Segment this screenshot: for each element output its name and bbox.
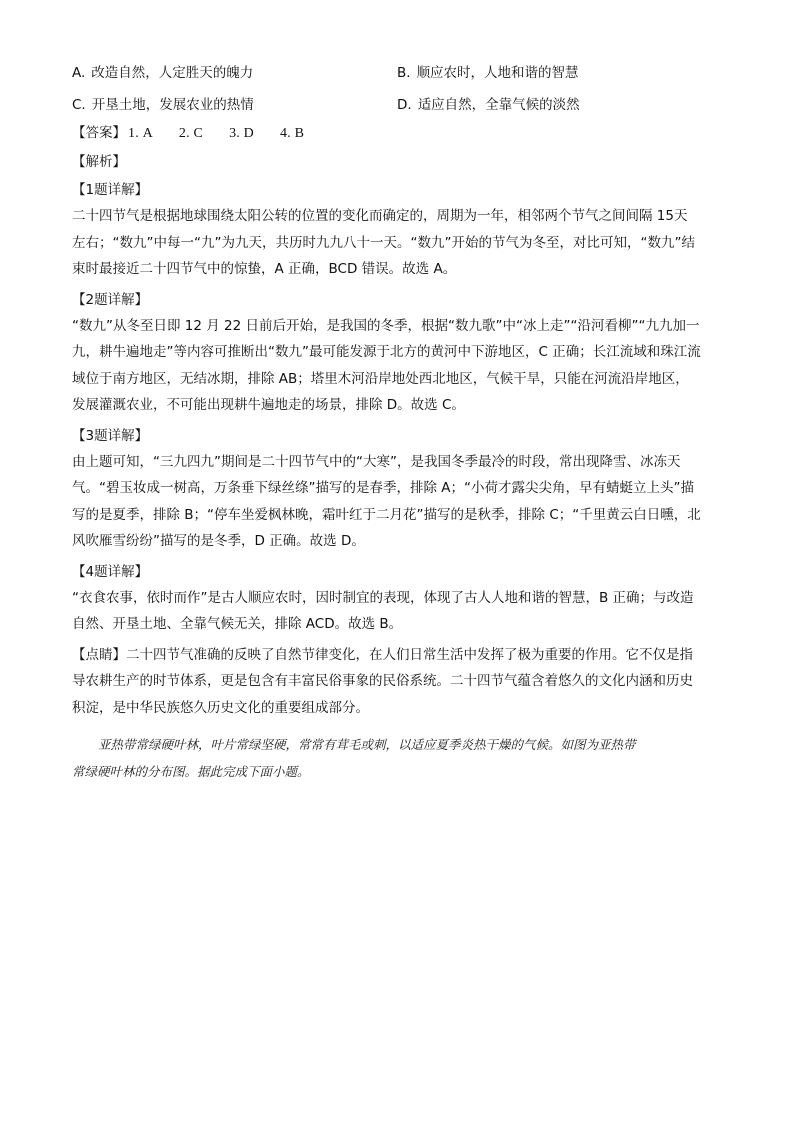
option-text: 顺应农时，人地和谐的智慧 xyxy=(416,65,579,81)
text-line: 导农耕生产的时节体系，更是包含有丰富民俗事象的民俗系统。二十四节气蕴含着悠久的文化内涵和历史 xyxy=(72,673,693,689)
text-line: 写的是夏季，排除 B；“停车坐爱枫林晚，霜叶红于二月花”描写的是秋季，排除 C；“千里黄云白日曛，北 xyxy=(72,506,701,523)
answer-item: 1. A xyxy=(128,126,153,141)
text-line: 积淀，是中华民族悠久历史文化的重要组成部分。 xyxy=(72,699,369,716)
text-line: “数九”从冬至日即 12 月 22 日前后开始，是我国的冬季，根据“数九歌”中“冰上走”“沿河看柳”“九九加一 xyxy=(72,317,700,334)
text-line: 自然、开垦土地、全靠气候无关，排除 ACD。故选 B。 xyxy=(72,616,403,632)
text-line: 左右；“数九”中每一“九”为九天，共历时九九八十一天。“数九”开始的节气为冬至，对比可知，“数九”结 xyxy=(72,234,695,251)
option-c xyxy=(72,94,397,116)
option-text: 开垦土地，发展农业的热情 xyxy=(91,97,254,113)
next-question-intro xyxy=(72,731,722,785)
answer-item: 2. C xyxy=(178,126,204,141)
text-line: “衣食农事，依时而作”是古人顺应农时，因时制宜的表现，体现了古人人地和谐的智慧，B 正确；与改造 xyxy=(72,589,694,606)
option-d xyxy=(397,94,722,116)
option-letter: D. xyxy=(397,97,412,113)
text-line: 域位于南方地区，无结冰期，排除 AB；塔里木河沿岸地处西北地区，气候干旱，只能在河流沿岸地区， xyxy=(72,370,689,387)
text-line: 二十四节气是根据地球围绕太阳公转的位置的变化而确定的，周期为一年，相邻两个节气之间间隔 15天 xyxy=(72,208,688,224)
text-line: 束时最接近二十四节气中的惊蛰，A 正确，BCD 错误。故选 A。 xyxy=(72,261,457,277)
option-a xyxy=(72,62,397,84)
text-line: 九，耕牛遍地走”等内容可推断出“数九”最可能发源于北方的黄河中下游地区，C 正确；长江流域和珠江流 xyxy=(72,344,701,360)
option-letter: B. xyxy=(397,65,411,81)
text-line: 由上题可知，“三九四九”期间是二十四节气中的“大寒”，是我国冬季最冷的时段，常出现降雪、冰冻天 xyxy=(72,453,681,470)
q4-explanation xyxy=(72,585,722,638)
text-line: 亚热带常绿硬叶林，叶片常绿坚硬，常常有茸毛或刺，以适应夏季炎热干燥的气候。如图为亚热带 xyxy=(98,737,636,752)
q2-label: 【2题详解】 xyxy=(72,291,149,308)
answer-item: 3. D xyxy=(229,126,254,141)
q3-explanation xyxy=(72,449,722,555)
text-line: 二十四节气准确的反映了自然节律变化，在人们日常生活中发挥了极为重要的作用。它不仅是指 xyxy=(126,646,693,663)
key-point-label: 【点睛】 xyxy=(72,646,126,663)
option-letter: A. xyxy=(72,65,86,81)
option-letter: C. xyxy=(72,97,86,113)
key-point-note xyxy=(72,642,722,722)
answer-options xyxy=(72,62,722,116)
q3-label: 【3题详解】 xyxy=(72,427,149,444)
q1-explanation xyxy=(72,203,722,283)
option-text: 改造自然，人定胜天的魄力 xyxy=(91,65,254,81)
q2-explanation xyxy=(72,313,722,419)
text-line: 发展灌溉农业，不可能出现耕牛遍地走的场景，排除 D。故选 C。 xyxy=(72,397,465,413)
document-page xyxy=(72,62,722,785)
text-line: 风吹雁雪纷纷”描写的是冬季，D 正确。故选 D。 xyxy=(72,533,365,549)
option-text: 适应自然，全靠气候的淡然 xyxy=(417,97,580,113)
answer-item: 4. B xyxy=(279,126,305,141)
q1-label: 【1题详解】 xyxy=(72,182,149,198)
answer-label: 【答案】 xyxy=(72,125,126,141)
answer-line xyxy=(72,122,722,145)
q4-label: 【4题详解】 xyxy=(72,563,149,580)
text-line: 气。“碧玉妆成一树高，万条垂下绿丝绦”描写的是春季，排除 A；“小荷才露尖尖角，早有蜻蜓立上头”描 xyxy=(72,480,695,496)
text-line: 常绿硬叶林的分布图。据此完成下面小题。 xyxy=(72,764,310,779)
analysis-label: 【解析】 xyxy=(72,154,126,170)
option-b xyxy=(397,62,722,84)
